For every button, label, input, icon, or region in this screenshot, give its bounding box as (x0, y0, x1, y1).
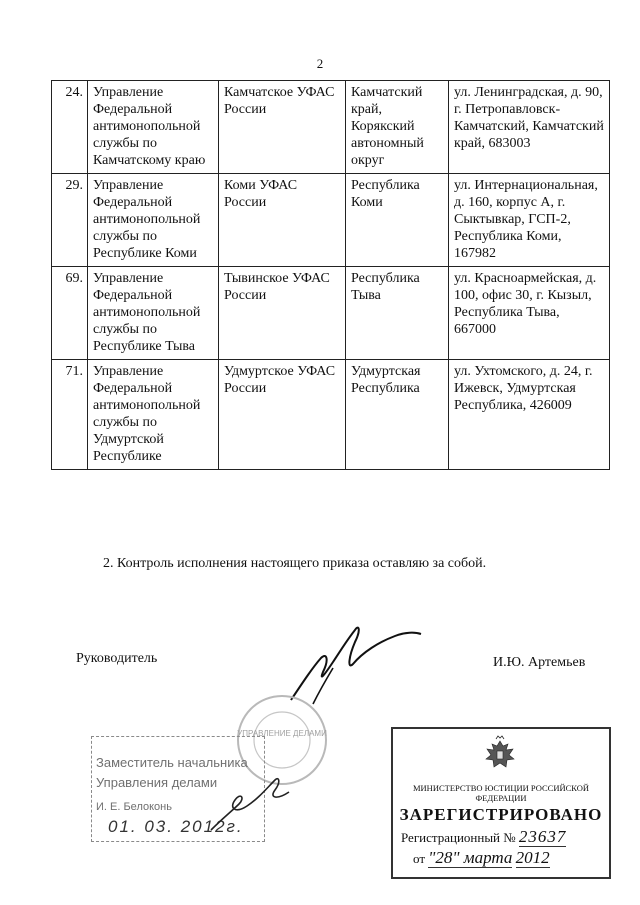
registration-date: "28" марта (428, 848, 513, 867)
ministry-name: МИНИСТЕРСТВО ЮСТИЦИИ РОССИЙСКОЙ ФЕДЕРАЦИИ (412, 783, 590, 803)
control-paragraph: 2. Контроль исполнения настоящего приказа оставляю за собой. (103, 556, 487, 571)
row-number: 29. (52, 174, 88, 267)
row-number: 69. (52, 267, 88, 360)
registration-number: 23637 (518, 827, 567, 846)
double-headed-eagle-icon (480, 735, 520, 775)
table-row (52, 174, 610, 267)
registration-stamp (391, 727, 611, 879)
office-name: Управление Федеральной антимонопольной службы по Камчатскому краю (88, 81, 219, 174)
office-name: Управление Федеральной антимонопольной службы по Республике Тыва (88, 267, 219, 360)
office-short-name: Коми УФАС России (219, 174, 346, 267)
copy-stamp-date: 01. 03. 2012г. (108, 817, 244, 836)
office-region: Республика Коми (346, 174, 449, 267)
office-region: Республика Тыва (346, 267, 449, 360)
table-row (52, 267, 610, 360)
registration-date-line (413, 848, 550, 868)
office-short-name: Камчатское УФАС России (219, 81, 346, 174)
office-address: ул. Красноармейская, д. 100, офис 30, г. Кызыл, Республика Тыва, 667000 (449, 267, 610, 360)
office-region: Камчатский край, Корякский автономный округ (346, 81, 449, 174)
signatory-role: Руководитель (76, 651, 158, 666)
office-short-name: Удмуртское УФАС России (219, 360, 346, 470)
table-row (52, 360, 610, 470)
row-number: 24. (52, 81, 88, 174)
copy-stamp-line: Заместитель начальника (96, 755, 248, 770)
office-region: Удмуртская Республика (346, 360, 449, 470)
office-address: ул. Ленинградская, д. 90, г. Петропавловск-Камчатский, Камчатский край, 683003 (449, 81, 610, 174)
office-name: Управление Федеральной антимонопольной службы по Удмуртской Республике (88, 360, 219, 470)
signatory-name: И.Ю. Артемьев (493, 655, 586, 670)
copy-stamp-line: Управления делами (96, 775, 218, 790)
registered-title: ЗАРЕГИСТРИРОВАНО (399, 805, 603, 824)
copy-stamp-signer: И. Е. Белоконь (96, 801, 172, 813)
date-prefix: от (413, 851, 426, 866)
office-address: ул. Ухтомского, д. 24, г. Ижевск, Удмуртская Республика, 426009 (449, 360, 610, 470)
registration-number-label: Регистрационный № (401, 830, 516, 845)
registration-number-line (401, 827, 566, 847)
table-row (52, 81, 610, 174)
copy-stamp-signature (205, 770, 295, 840)
office-short-name: Тывинское УФАС России (219, 267, 346, 360)
office-name: Управление Федеральной антимонопольной службы по Республике Коми (88, 174, 219, 267)
seal-text: УПРАВЛЕНИЕ ДЕЛАМИ (237, 729, 327, 738)
territorial-offices-table (51, 80, 610, 470)
row-number: 71. (52, 360, 88, 470)
registration-year: 2012 (515, 848, 550, 867)
office-address: ул. Интернациональная, д. 160, корпус А, г. Сыктывкар, ГСП-2, Республика Коми, 167982 (449, 174, 610, 267)
page-number: 2 (316, 56, 324, 71)
